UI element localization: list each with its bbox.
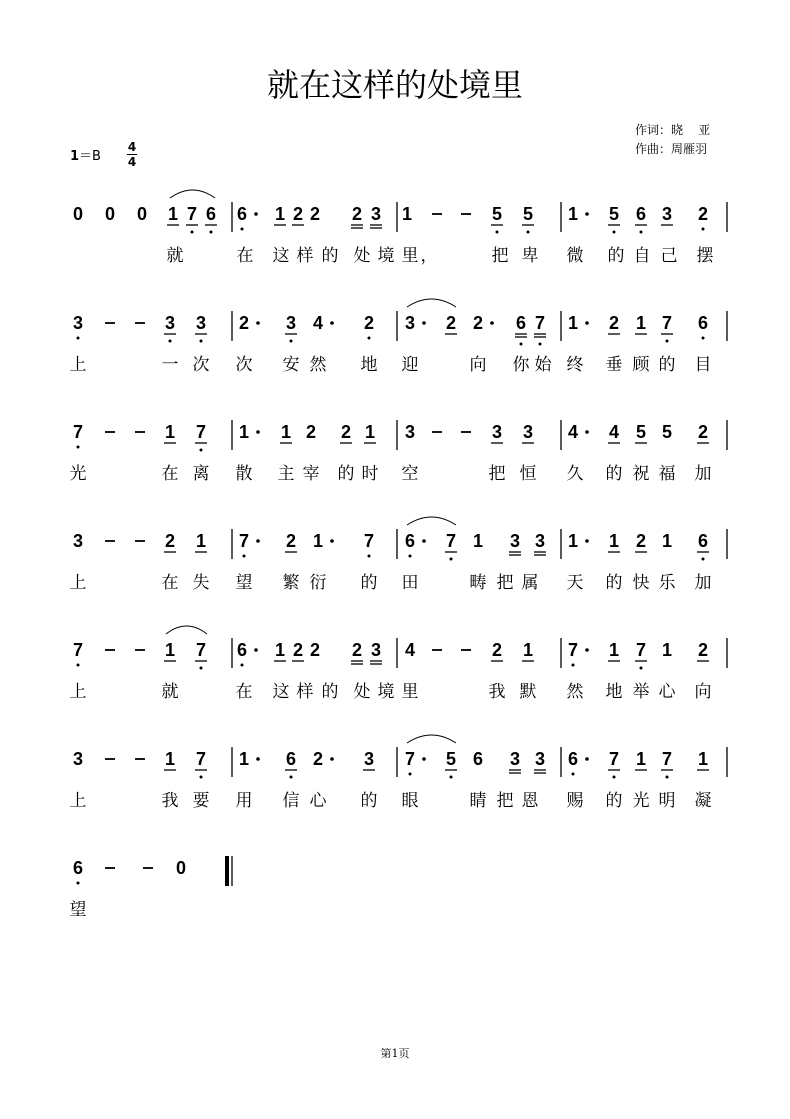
dotted-note [330,539,334,543]
dotted-note [422,539,426,543]
lyric: 久 [566,464,584,484]
note: 7 [195,422,207,442]
note: 3 [370,640,382,660]
note: 2 [285,531,297,551]
note: 1 [195,531,207,551]
low-dot [496,231,499,234]
note: 7 [195,640,207,660]
lyric: 的 [337,464,355,484]
lyric: 我 [488,682,506,702]
low-dot [539,343,542,346]
lyric: 上 [69,355,87,375]
low-dot [666,776,669,779]
low-dot [210,231,213,234]
note: 1 [312,531,324,551]
note: 7 [567,640,579,660]
lyric: 恒 [519,464,537,484]
low-dot [169,340,172,343]
note: 6 [404,531,416,551]
low-dot [613,776,616,779]
lyric: 加 [694,464,712,484]
note: 3 [534,749,546,769]
lyric: 摆 [696,246,714,266]
dotted-note [585,321,589,325]
lyric: 加 [694,573,712,593]
slur [170,190,215,198]
note: 6 [72,858,84,878]
dotted-note [422,321,426,325]
lyric: 明 [658,791,676,811]
lyric: 向 [694,682,712,702]
key-do: 1 [70,149,80,164]
lyric: 离 [192,464,210,484]
lyric: 我 [161,791,179,811]
lyric: 的 [605,464,623,484]
low-dot [702,228,705,231]
note: 7 [404,749,416,769]
dotted-note [585,648,589,652]
lyric: 空 [401,464,419,484]
slur [407,517,456,525]
lyric: 主 [277,464,295,484]
lyric: 目 [694,355,712,375]
note: 3 [164,313,176,333]
low-dot [77,446,80,449]
note: 2 [164,531,176,551]
note: 2 [472,313,484,333]
slur [407,299,456,307]
note: 6 [567,749,579,769]
note: 3 [72,313,84,333]
note: 7 [608,749,620,769]
note: 2 [635,531,647,551]
note: 2 [608,313,620,333]
note: 2 [340,422,352,442]
note: 2 [312,749,324,769]
lyric: 信 [282,791,300,811]
low-dot [241,228,244,231]
page-number: 第1页 [380,1047,410,1060]
low-dot [572,664,575,667]
note: 2 [309,204,321,224]
lyric: 宰 [302,464,320,484]
lyric: 微 [566,246,584,266]
note: 1 [522,640,534,660]
note: 3 [509,749,521,769]
note: 3 [72,531,84,551]
lyric: 在 [161,464,179,484]
note: 6 [236,640,248,660]
lyric: 里 [401,246,419,266]
lyric: 的 [321,682,339,702]
lyric: 终 [566,355,584,375]
note: 7 [238,531,250,551]
low-dot [450,776,453,779]
lyric: 一 [161,355,179,375]
note: 4 [404,640,416,660]
dotted-note [256,430,260,434]
note: 5 [445,749,457,769]
note: 0 [175,858,187,878]
dotted-note [585,757,589,761]
low-dot [191,231,194,234]
lyric: 心 [309,791,327,811]
lyric: 默 [519,682,537,702]
lyric: 的 [607,246,625,266]
lyric: 睛 [469,791,487,811]
note: 1 [238,749,250,769]
lyric: 然 [309,355,327,375]
low-dot [77,337,80,340]
note: 7 [661,313,673,333]
lyric: 衍 [309,573,327,593]
note: 4 [312,313,324,333]
lyric: 垂 [605,355,623,375]
lyric: 的 [360,791,378,811]
lyric: 迎 [401,355,419,375]
low-dot [77,664,80,667]
lyric: 恩 [521,791,539,811]
lyric: 己 [660,246,678,266]
note: 6 [205,204,217,224]
final-bar-thick [225,856,229,886]
lyric: 这 [272,682,290,702]
note: 1 [635,313,647,333]
low-dot [368,555,371,558]
lyric: 样 [296,246,314,266]
dotted-note [422,757,426,761]
note: 1 [280,422,292,442]
lyric: 要 [192,791,210,811]
lyric: 散 [235,464,253,484]
note: 7 [72,422,84,442]
lyric: 向 [469,355,487,375]
note: 7 [445,531,457,551]
lyric: 样 [296,682,314,702]
note: 1 [274,204,286,224]
lyric: 的 [321,246,339,266]
note: 2 [697,422,709,442]
low-dot [409,555,412,558]
low-dot [666,340,669,343]
note: 0 [104,204,116,224]
note: 1 [567,313,579,333]
lyric: 顾 [632,355,650,375]
time-signature-top: 4 [127,140,137,154]
note: 3 [363,749,375,769]
note: 1 [608,640,620,660]
lyric: 自 [633,246,651,266]
note: 2 [238,313,250,333]
low-dot [613,231,616,234]
dotted-note [585,430,589,434]
lyric: 凝 [694,791,712,811]
dotted-note [585,212,589,216]
note: 3 [534,531,546,551]
lyric: 望 [69,900,87,920]
note: 3 [404,313,416,333]
lyric: 望 [235,573,253,593]
lyric: 然 [566,682,584,702]
low-dot [200,776,203,779]
lyric: 光 [69,464,87,484]
dotted-note [256,539,260,543]
note: 6 [285,749,297,769]
low-dot [243,555,246,558]
lyric: 这 [272,246,290,266]
slur [166,626,207,634]
lyric: 畴 [469,573,487,593]
note: 2 [697,640,709,660]
lyric: 眼 [401,791,419,811]
lyric: 失 [192,573,210,593]
lyric: 地 [360,355,378,375]
lyric: 次 [235,355,253,375]
lyric: 把 [496,573,514,593]
slur [407,735,456,743]
lyric: 处 [353,682,371,702]
note: 6 [236,204,248,224]
note: 4 [567,422,579,442]
low-dot [200,340,203,343]
lyric: 田 [401,573,419,593]
lyric: 把 [488,464,506,484]
note: 7 [534,313,546,333]
note: 1 [274,640,286,660]
time-signature-bottom: 4 [127,155,137,169]
low-dot [520,343,523,346]
dotted-note [254,212,258,216]
lyric: 时 [361,464,379,484]
lyric: 安 [282,355,300,375]
note: 1 [364,422,376,442]
lyric: 卑 [521,246,539,266]
lyric: 属 [521,573,539,593]
low-dot [702,337,705,340]
note: 2 [351,204,363,224]
note: 2 [363,313,375,333]
note: 1 [167,204,179,224]
lyric: 境 [377,246,395,266]
note: 7 [195,749,207,769]
low-dot [527,231,530,234]
note: 7 [72,640,84,660]
lyric: 把 [496,791,514,811]
low-dot [241,664,244,667]
note: 6 [697,531,709,551]
note: 2 [351,640,363,660]
lyric: 举 [632,682,650,702]
note: 3 [491,422,503,442]
note: 0 [136,204,148,224]
note: 4 [608,422,620,442]
lyric: 你 [512,355,530,375]
note: 6 [635,204,647,224]
lyric: 福 [658,464,676,484]
note: 3 [509,531,521,551]
note: 2 [445,313,457,333]
song-title: 就在这样的处境里 [266,66,523,104]
note: 2 [309,640,321,660]
lyric: 的 [658,355,676,375]
note: 2 [491,640,503,660]
note: 0 [72,204,84,224]
lyric: 的 [605,573,623,593]
lyric: 祝 [632,464,650,484]
dotted-note [330,321,334,325]
dotted-note [256,757,260,761]
lyric: 在 [235,682,253,702]
note: 3 [195,313,207,333]
low-dot [572,773,575,776]
note: 3 [661,204,673,224]
lyric: 在 [161,573,179,593]
note: 1 [567,204,579,224]
low-dot [450,558,453,561]
lyric: 快 [632,573,650,593]
note: 1 [661,531,673,551]
note: 3 [285,313,297,333]
note: 1 [472,531,484,551]
note: 2 [697,204,709,224]
note: 1 [164,640,176,660]
dotted-note [256,321,260,325]
key-note: ＝B [79,149,101,164]
lyric: 繁 [282,573,300,593]
composer-credit: 作曲：周雁羽 [635,142,708,156]
note: 7 [363,531,375,551]
note: 1 [661,640,673,660]
lyric: 境 [377,682,395,702]
lyric: 的 [360,573,378,593]
lyric: 天 [566,573,584,593]
dotted-note [254,648,258,652]
note: 5 [661,422,673,442]
low-dot [200,449,203,452]
lyric: 光 [632,791,650,811]
lyric: 上 [69,682,87,702]
lyric: ， [420,246,438,266]
lyric: 乐 [658,573,676,593]
note: 2 [292,204,304,224]
lyric: 赐 [566,791,584,811]
note: 1 [164,749,176,769]
note: 6 [472,749,484,769]
low-dot [702,558,705,561]
note: 1 [401,204,413,224]
dotted-note [585,539,589,543]
lyric: 用 [235,791,253,811]
note: 1 [238,422,250,442]
note: 6 [515,313,527,333]
lyric: 的 [605,791,623,811]
note: 5 [635,422,647,442]
dotted-note [490,321,494,325]
low-dot [640,667,643,670]
lyricist-credit: 作词：晓 亚 [635,123,711,137]
note: 1 [635,749,647,769]
lyric: 上 [69,791,87,811]
low-dot [368,337,371,340]
note: 3 [404,422,416,442]
lyric: 就 [161,682,179,702]
lyric: 在 [236,246,254,266]
note: 5 [491,204,503,224]
low-dot [409,773,412,776]
note: 1 [164,422,176,442]
note: 6 [697,313,709,333]
note: 3 [370,204,382,224]
lyric: 就 [166,246,184,266]
lyric: 上 [69,573,87,593]
note: 5 [608,204,620,224]
low-dot [77,882,80,885]
note: 7 [186,204,198,224]
lyric: 次 [192,355,210,375]
note: 3 [522,422,534,442]
dotted-note [330,757,334,761]
note: 2 [292,640,304,660]
note: 1 [567,531,579,551]
note: 1 [608,531,620,551]
note: 1 [697,749,709,769]
lyric: 始 [534,355,552,375]
note: 2 [305,422,317,442]
note: 3 [72,749,84,769]
low-dot [290,776,293,779]
lyric: 里 [401,682,419,702]
low-dot [640,231,643,234]
low-dot [290,340,293,343]
note: 5 [522,204,534,224]
note: 7 [635,640,647,660]
low-dot [200,667,203,670]
lyric: 把 [491,246,509,266]
lyric: 心 [658,682,676,702]
lyric: 处 [353,246,371,266]
lyric: 地 [605,682,623,702]
note: 7 [661,749,673,769]
